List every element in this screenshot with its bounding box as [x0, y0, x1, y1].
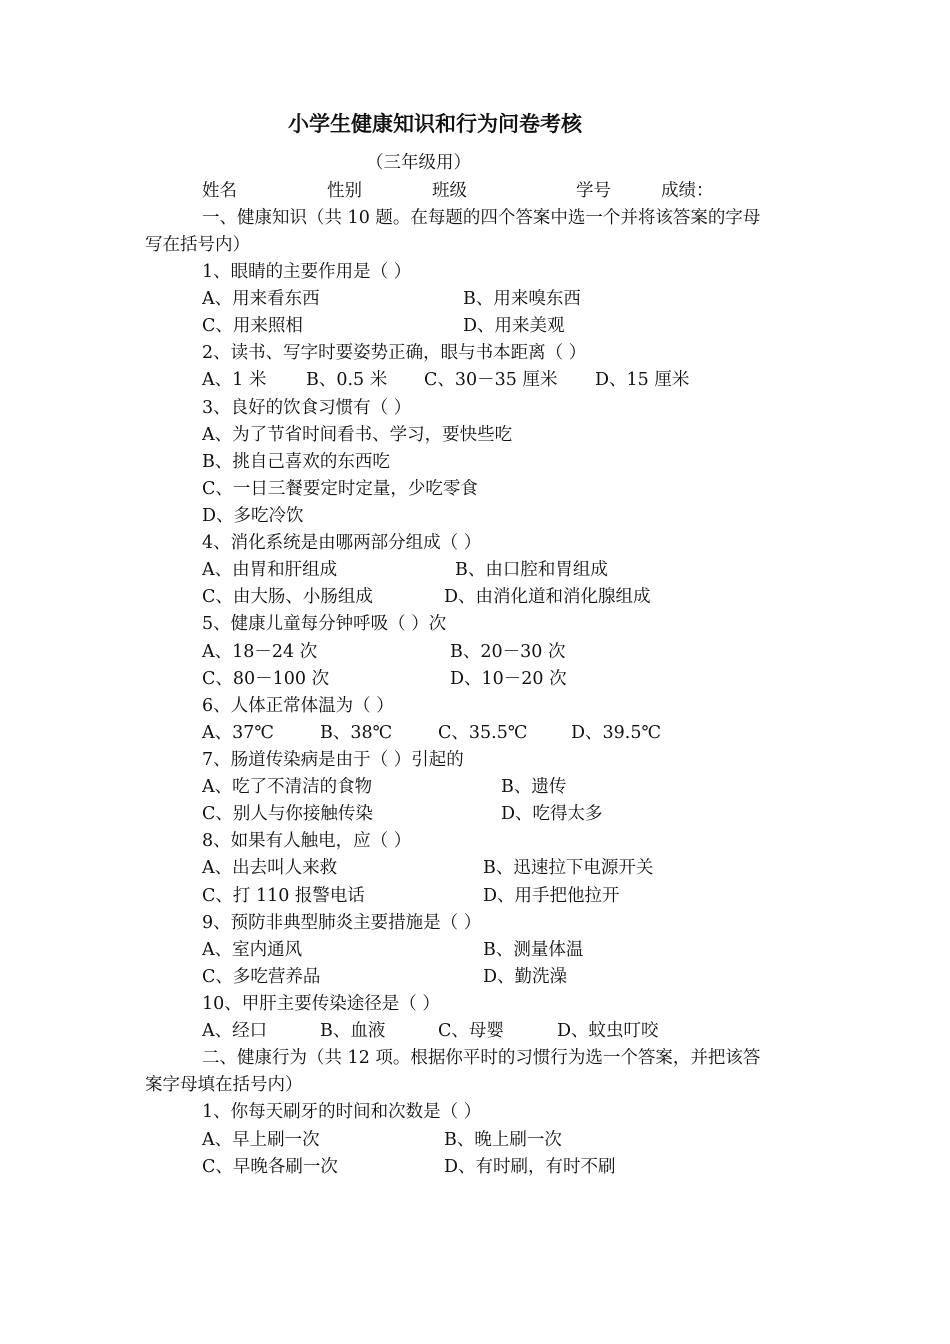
student-id-label: 学号: [576, 181, 611, 201]
option-d: D、由消化道和消化腺组成: [444, 587, 651, 607]
option-a: A、经口: [202, 1021, 268, 1041]
option-d: D、多吃冷饮: [202, 506, 304, 526]
option-b: B、血液: [320, 1021, 386, 1041]
question-text: 5、健康儿童每分钟呼吸（ ）次: [202, 614, 447, 634]
option-d: D、39.5℃: [571, 723, 662, 743]
option-b: B、0.5 米: [306, 370, 388, 390]
option-c: C、80－100 次: [202, 669, 330, 689]
option-d: D、10－20 次: [450, 669, 567, 689]
option-c: C、一日三餐要定时定量，少吃零食: [202, 479, 478, 499]
section2-heading: 二、健康行为（共 12 项。根据你平时的习惯行为选一个答案，并把该答: [202, 1048, 761, 1068]
option-c: C、由大肠、小肠组成: [202, 587, 373, 607]
option-b: B、挑自己喜欢的东西吃: [202, 452, 390, 472]
option-a: A、吃了不清洁的食物: [202, 777, 373, 797]
option-a: A、出去叫人来救: [202, 858, 338, 878]
page-title: 小学生健康知识和行为问卷考核: [288, 111, 582, 136]
option-d: D、有时刷，有时不刷: [444, 1157, 616, 1177]
option-c: C、多吃营养品: [202, 967, 321, 987]
question-text: 1、你每天刷牙的时间和次数是（ ）: [202, 1102, 482, 1122]
option-a: A、由胃和肝组成: [202, 560, 338, 580]
option-a: A、1 米: [202, 370, 267, 390]
option-a: A、为了节省时间看书、学习，要快些吃: [202, 425, 513, 445]
question-text: 6、人体正常体温为（ ）: [202, 696, 394, 716]
option-b: B、测量体温: [483, 940, 584, 960]
option-d: D、蚊虫叮咬: [557, 1021, 659, 1041]
question-text: 2、读书、写字时要姿势正确，眼与书本距离（ ）: [202, 343, 587, 363]
option-c: C、35.5℃: [438, 723, 528, 743]
option-d: D、勤洗澡: [483, 967, 568, 987]
option-a: A、37℃: [202, 723, 274, 743]
option-a: A、室内通风: [202, 940, 303, 960]
name-label: 姓名: [202, 181, 237, 201]
option-c: C、母婴: [438, 1021, 504, 1041]
question-text: 7、肠道传染病是由于（ ）引起的: [202, 750, 464, 770]
option-c: C、用来照相: [202, 316, 303, 336]
question-text: 10、甲肝主要传染途径是（ ）: [202, 994, 440, 1014]
option-a: A、早上刷一次: [202, 1130, 320, 1150]
section1-heading: 一、健康知识（共 10 题。在每题的四个答案中选一个并将该答案的字母: [202, 208, 761, 228]
option-a: A、用来看东西: [202, 289, 320, 309]
option-c: C、打 110 报警电话: [202, 886, 365, 906]
option-c: C、别人与你接触传染: [202, 804, 373, 824]
option-d: D、15 厘米: [595, 370, 690, 390]
option-b: B、20－30 次: [450, 642, 566, 662]
option-d: D、用手把他拉开: [483, 886, 620, 906]
page-subtitle: （三年级用）: [366, 153, 471, 173]
option-d: D、吃得太多: [501, 804, 603, 824]
option-b: B、38℃: [320, 723, 393, 743]
section1-heading-cont: 写在括号内）: [145, 235, 250, 255]
option-b: B、迅速拉下电源开关: [483, 858, 654, 878]
option-d: D、用来美观: [463, 316, 565, 336]
option-b: B、晚上刷一次: [444, 1130, 562, 1150]
question-text: 9、预防非典型肺炎主要措施是（ ）: [202, 913, 482, 933]
question-text: 3、良好的饮食习惯有（ ）: [202, 398, 412, 418]
gender-label: 性别: [327, 181, 362, 201]
option-c: C、30－35 厘米: [424, 370, 558, 390]
option-b: B、遗传: [501, 777, 567, 797]
section2-heading-cont: 案字母填在括号内）: [145, 1075, 303, 1095]
question-text: 8、如果有人触电，应（ ）: [202, 831, 412, 851]
option-b: B、用来嗅东西: [463, 289, 581, 309]
score-label: 成绩：: [661, 181, 714, 201]
class-label: 班级: [432, 181, 467, 201]
option-c: C、早晚各刷一次: [202, 1157, 338, 1177]
question-text: 4、消化系统是由哪两部分组成（ ）: [202, 533, 482, 553]
option-a: A、18－24 次: [202, 642, 318, 662]
option-b: B、由口腔和胃组成: [455, 560, 608, 580]
question-text: 1、眼睛的主要作用是（ ）: [202, 262, 412, 282]
